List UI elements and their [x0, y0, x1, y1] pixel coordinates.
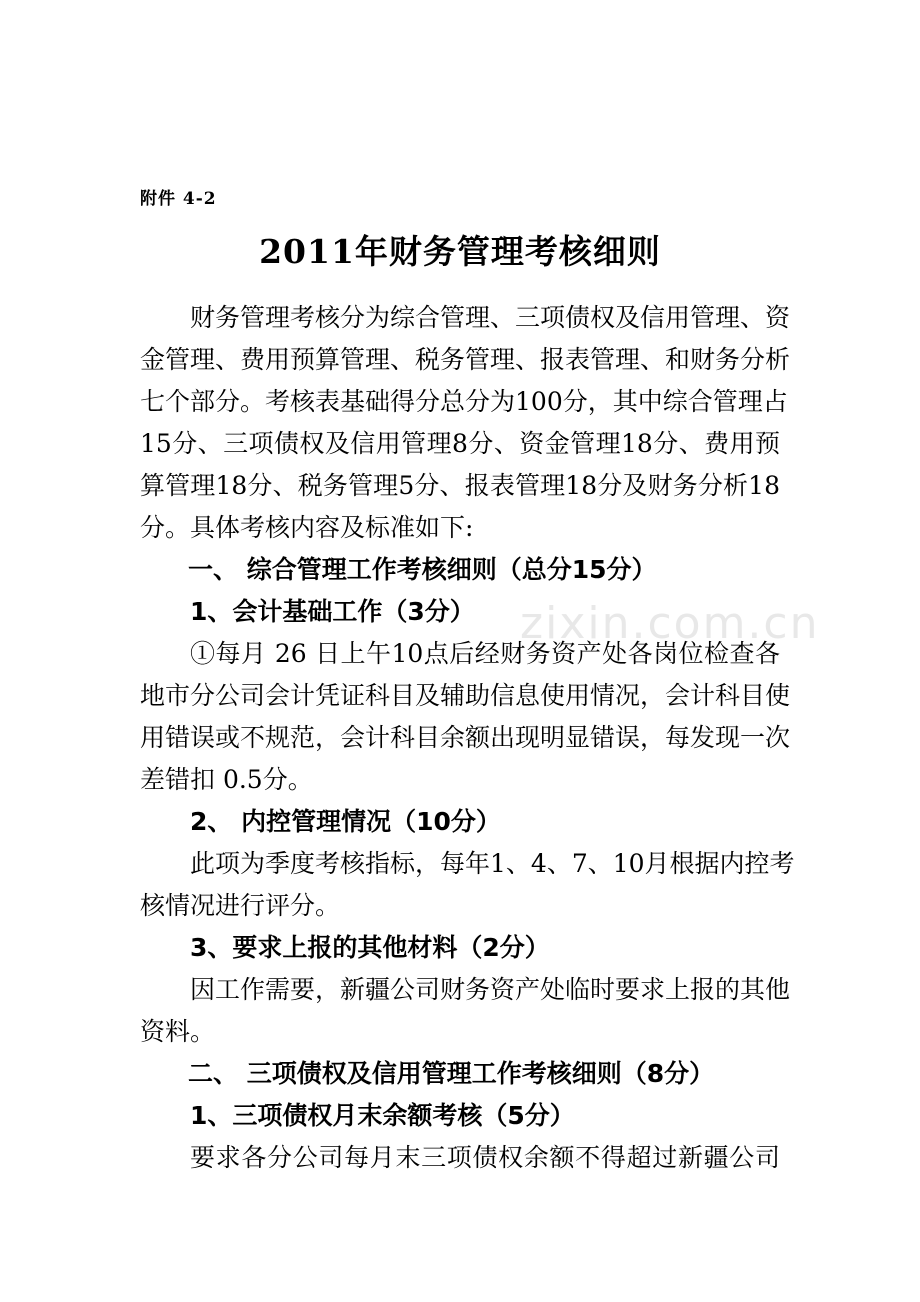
intro-line-2: 金管理、费用预算管理、税务管理、报表管理、和财务分析 [140, 345, 791, 374]
subsection-heading-1-3: 3、要求上报的其他材料（2分） [190, 933, 550, 962]
subsection-heading-1-1: 1、会计基础工作（3分） [190, 597, 475, 626]
paragraph-1-2-line-2: 核情况进行评分。 [140, 891, 341, 920]
section-heading-2: 二、 三项债权及信用管理工作考核细则（8分） [188, 1059, 715, 1088]
paragraph-1-1-line-1: ①每月 26 日上午10点后经财务资产处各岗位检查各 [190, 639, 780, 668]
section-heading-1: 一、 综合管理工作考核细则（总分15分） [188, 555, 657, 584]
paragraph-1-3-line-1: 因工作需要，新疆公司财务资产处临时要求上报的其他 [190, 975, 791, 1004]
intro-line-3: 七个部分。考核表基础得分总分为100分，其中综合管理占 [140, 387, 788, 416]
paragraph-1-1-line-2: 地市分公司会计凭证科目及辅助信息使用情况，会计科目使 [140, 681, 791, 710]
subsection-heading-1-2: 2、 内控管理情况（10分） [190, 807, 501, 836]
intro-line-6: 分。具体考核内容及标准如下: [140, 513, 474, 542]
intro-line-5: 算管理18分、税务管理5分、报表管理18分及财务分析18 [140, 471, 780, 500]
document-title: 2011年财务管理考核细则 [259, 232, 661, 271]
intro-line-4: 15分、三项债权及信用管理8分、资金管理18分、费用预 [140, 429, 780, 458]
paragraph-1-1-line-3: 用错误或不规范，会计科目余额出现明显错误，每发现一次 [140, 723, 791, 752]
paragraph-1-1-line-4: 差错扣 0.5分。 [140, 765, 313, 794]
watermark: zixin.com.cn [520, 598, 820, 649]
intro-line-1: 财务管理考核分为综合管理、三项债权及信用管理、资 [190, 303, 791, 332]
paragraph-1-3-line-2: 资料。 [140, 1017, 216, 1046]
subsection-heading-2-1: 1、三项债权月末余额考核（5分） [190, 1101, 575, 1130]
paragraph-1-2-line-1: 此项为季度考核指标，每年1、4、7、10月根据内控考 [190, 849, 795, 878]
paragraph-2-1-line-1: 要求各分公司每月末三项债权余额不得超过新疆公司 [190, 1143, 780, 1172]
attachment-label: 附件 4-2 [140, 189, 217, 209]
